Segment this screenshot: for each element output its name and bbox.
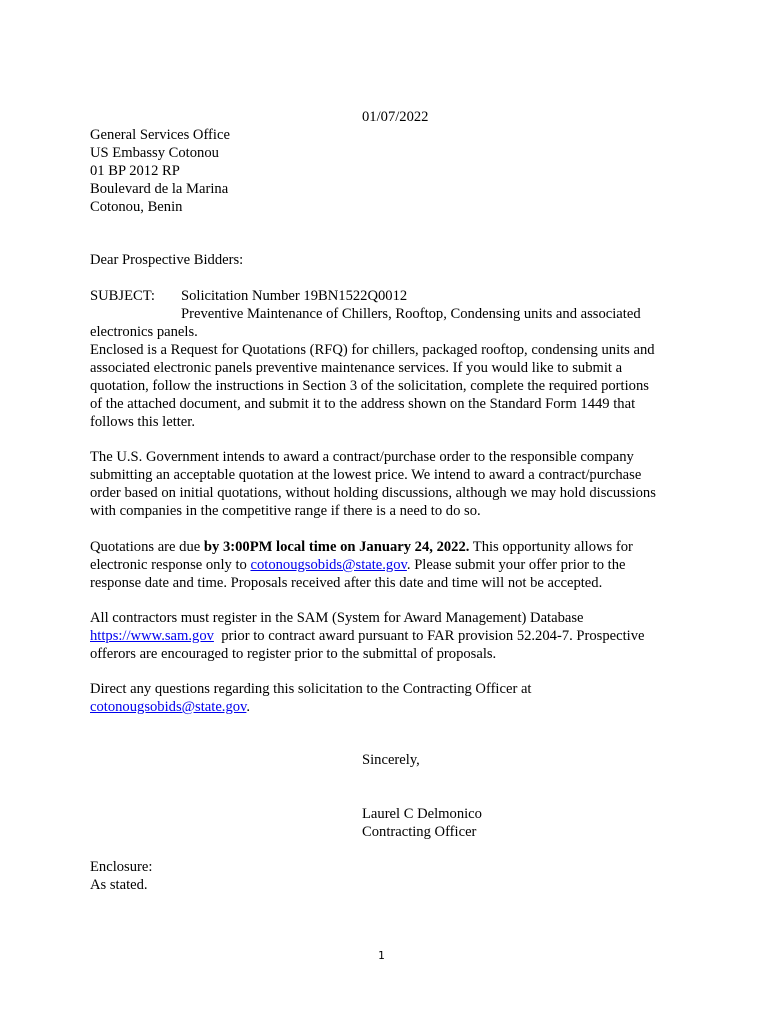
solicitation-number: Solicitation Number 19BN1522Q0012 <box>181 288 408 304</box>
text-line: The U.S. Government intends to award a contract/purchase order to the responsible company <box>90 449 634 465</box>
paragraph-sam-registration <box>90 610 690 664</box>
text-line: All contractors must register in the SAM (System for Award Management) Database <box>90 610 584 626</box>
address-line: General Services Office <box>90 127 230 143</box>
text-span: electronic response only to <box>90 556 251 573</box>
enclosure-label: Enclosure: <box>90 859 153 875</box>
text-line: Enclosed is a Request for Quotations (RFQ) for chillers, packaged rooftop, condensing units and <box>90 342 655 358</box>
text-line: associated electronic panels preventive maintenance services. If you would like to submit a <box>90 359 623 376</box>
sam-website-link[interactable]: https://www.sam.gov <box>90 627 214 644</box>
page-number: 1 <box>378 949 385 962</box>
salutation: Dear Prospective Bidders: <box>90 252 244 268</box>
enclosure-block <box>90 859 152 895</box>
signer-name: Laurel C Delmonico <box>362 806 482 822</box>
text-line: quotation, follow the instructions in Section 3 of the solicitation, complete the required portions <box>90 377 649 394</box>
paragraph-questions <box>90 681 690 717</box>
text-span: . Please submit your offer prior to the <box>406 556 626 573</box>
text-line: with companies in the competitive range if there is a need to do so. <box>90 502 481 519</box>
text-span: Quotations are due <box>90 539 204 555</box>
letter-date: 01/07/2022 <box>362 109 429 125</box>
subject-description: Preventive Maintenance of Chillers, Rooftop, Condensing units and associated <box>181 305 641 322</box>
text-line: of the attached document, and submit it to the address shown on the Standard Form 1449 that <box>90 395 636 412</box>
address-line: US Embassy Cotonou <box>90 144 219 161</box>
address-line: Boulevard de la Marina <box>90 180 229 197</box>
closing: Sincerely, <box>362 752 420 768</box>
bids-email-link[interactable]: cotonougsobids@state.gov <box>250 556 407 573</box>
signature-block <box>362 806 482 842</box>
text-line: follows this letter. <box>90 413 195 430</box>
due-date-emphasis: by 3:00PM local time on January 24, 2022. <box>203 539 470 555</box>
address-line: 01 BP 2012 RP <box>90 162 180 179</box>
enclosure-value: As stated. <box>90 876 148 893</box>
text-line: offerors are encouraged to register prior to the submittal of proposals. <box>90 645 497 662</box>
text-line: order based on initial quotations, without holding discussions, although we may hold discussions <box>90 484 656 501</box>
text-line: submitting an acceptable quotation at the lowest price. We intend to award a contract/purchase <box>90 466 642 483</box>
subject-description-cont: electronics panels. <box>90 323 198 340</box>
subject-block <box>90 288 690 342</box>
address-line: Cotonou, Benin <box>90 198 183 215</box>
questions-email-link[interactable]: cotonougsobids@state.gov <box>90 698 247 715</box>
text-span: prior to contract award pursuant to FAR provision 52.204-7. Prospective <box>213 627 645 644</box>
signer-title: Contracting Officer <box>362 823 477 840</box>
paragraph-due-date <box>90 539 690 593</box>
text-line: response date and time. Proposals received after this date and time will not be accepted. <box>90 574 603 591</box>
paragraph-award-intent <box>90 449 690 521</box>
text-span: This opportunity allows for <box>469 539 633 555</box>
text-span: . <box>246 698 251 715</box>
paragraph-rfq-intro <box>90 342 690 432</box>
text-line: Direct any questions regarding this solicitation to the Contracting Officer at <box>90 681 532 697</box>
recipient-address <box>90 127 230 217</box>
subject-label: SUBJECT: <box>90 288 155 304</box>
